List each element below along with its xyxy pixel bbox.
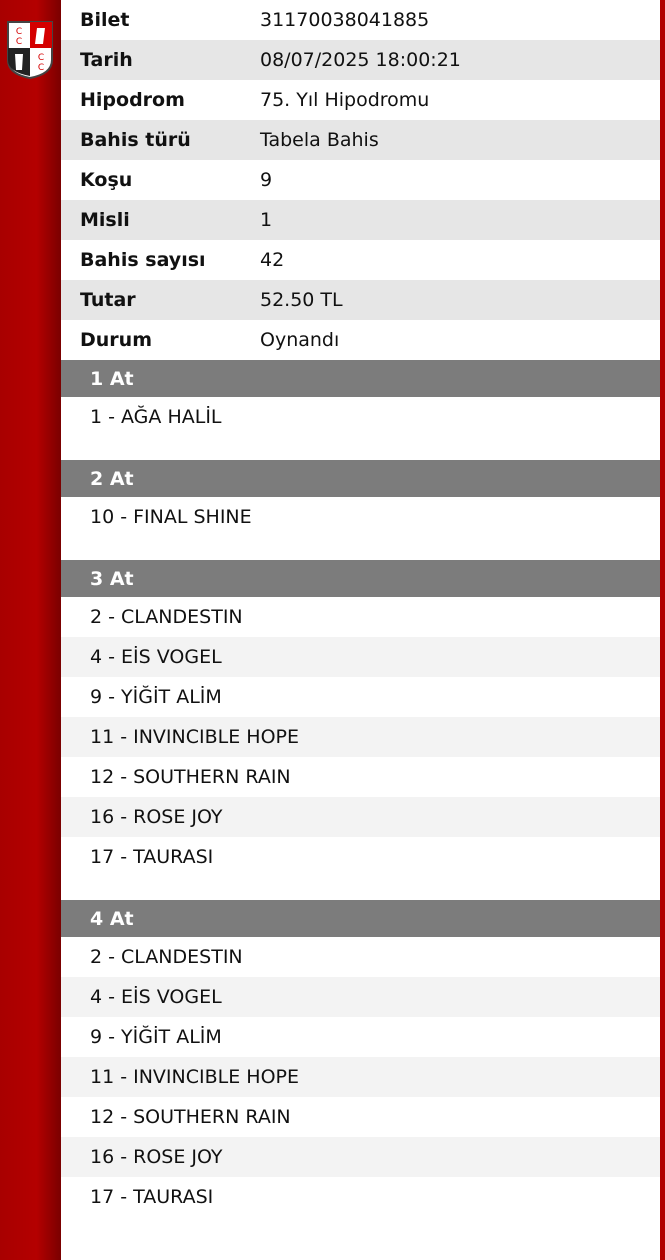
info-row: [61, 40, 660, 80]
right-edge: [660, 0, 665, 1260]
horse-item: 10 - FINAL SHINE: [90, 506, 252, 528]
svg-text:C: C: [37, 63, 45, 73]
info-value: Oynandı: [260, 329, 340, 351]
section-header: 4 At: [61, 900, 660, 937]
horse-item: 9 - YİĞİT ALİM: [90, 686, 222, 708]
horse-item: 2 - CLANDESTIN: [90, 946, 243, 968]
horse-item: 12 - SOUTHERN RAIN: [90, 1106, 291, 1128]
ticket-info-table: [61, 0, 660, 360]
horse-item: 11 - INVINCIBLE HOPE: [61, 1057, 660, 1097]
info-row: [61, 80, 660, 120]
sidebar: [0, 0, 61, 1260]
info-row: [61, 200, 660, 240]
info-row: [61, 280, 660, 320]
svg-text:C: C: [15, 27, 23, 37]
section-spacer: [61, 437, 660, 460]
svg-text:C: C: [37, 53, 45, 63]
info-row: [61, 320, 660, 360]
horse-item: 16 - ROSE JOY: [61, 1137, 660, 1177]
section-header: 2 At: [61, 460, 660, 497]
section-header: 1 At: [61, 360, 660, 397]
info-label: Bahis türü: [80, 129, 191, 151]
info-label: Bilet: [80, 9, 130, 31]
info-value: 42: [260, 249, 285, 271]
info-label: Tutar: [80, 289, 136, 311]
horse-item: 4 - EİS VOGEL: [61, 637, 660, 677]
info-value: 52.50 TL: [260, 289, 343, 311]
horse-item: 4 - EİS VOGEL: [61, 977, 660, 1017]
section-header: 3 At: [61, 560, 660, 597]
section-spacer: [61, 537, 660, 560]
section-spacer: [61, 1217, 660, 1240]
horse-item: 2 - CLANDESTIN: [90, 606, 243, 628]
horse-item: 16 - ROSE JOY: [61, 797, 660, 837]
horse-item: 9 - YİĞİT ALİM: [90, 1026, 222, 1048]
horse-item: 17 - TAURASI: [90, 1186, 214, 1208]
info-value: 31170038041885: [260, 9, 430, 31]
info-value: 1: [260, 209, 273, 231]
svg-text:C: C: [15, 37, 23, 47]
info-row: [61, 160, 660, 200]
info-label: Durum: [80, 329, 152, 351]
club-crest-icon[interactable]: [5, 18, 55, 80]
horse-item: 12 - SOUTHERN RAIN: [90, 766, 291, 788]
ticket-detail-panel: [61, 0, 660, 1260]
info-label: Hipodrom: [80, 89, 185, 111]
info-label: Bahis sayısı: [80, 249, 206, 271]
horse-item: 17 - TAURASI: [90, 846, 214, 868]
info-row: [61, 240, 660, 280]
info-row: [61, 0, 660, 40]
info-value: 75. Yıl Hipodromu: [260, 89, 430, 111]
horse-sections: [61, 360, 660, 1240]
info-label: Tarih: [80, 49, 133, 71]
info-value: 08/07/2025 18:00:21: [260, 49, 461, 71]
info-row: [61, 120, 660, 160]
horse-item: 1 - AĞA HALİL: [90, 406, 222, 428]
info-label: Koşu: [80, 169, 133, 191]
info-value: 9: [260, 169, 273, 191]
horse-item: 11 - INVINCIBLE HOPE: [61, 717, 660, 757]
info-label: Misli: [80, 209, 130, 231]
info-value: Tabela Bahis: [260, 129, 379, 151]
section-spacer: [61, 877, 660, 900]
